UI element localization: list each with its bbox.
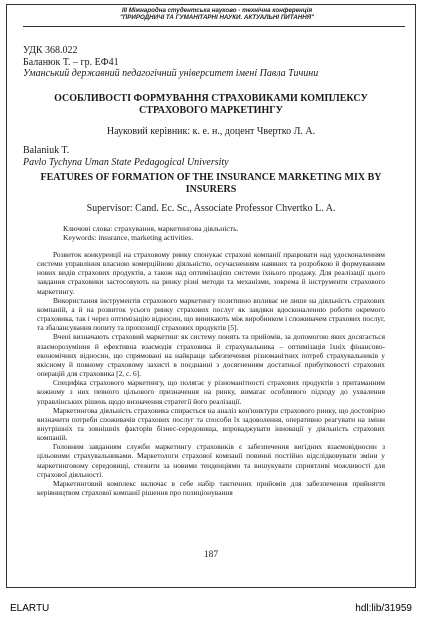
document-page: [6, 4, 416, 588]
body-paragraph: Вчені визначають страховий маркетинг як систему понять та прийомів, за допомогою яких досягається взаєморозуміння й ефективна взаємодія страховика й страхувальника – оптимізація їхніх фінансово-економічних відносин, що спрямовані на найкраще забезпечення різноманітних потреб страхувальників у якісному й повному страховому захисті в поєднанні з досягненням достатньої прибутковості страхових операцій для страховика [2, с. 6].: [37, 332, 385, 379]
header-divider: [23, 26, 405, 27]
conference-header-line1: III Міжнародна студентська науково - технічна конференція: [121, 7, 313, 14]
affiliation-uk: Уманський державний педагогічний університет імені Павла Тичини: [23, 68, 319, 79]
body-paragraph: Використання інструментів страхового маркетингу позитивно впливає не лише на діяльність страхових компаній, а й на розвиток усього ринку страхових послуг як завдяки вдосконаленню роботи окремого страховика, так і через оптимізацію відносин, що виникають між виробником і споживачем страхових послуг, та збалансування попиту та пропозиції страхових продуктів [5].: [37, 295, 385, 333]
udk-code: УДК 368.022: [23, 45, 78, 56]
author-uk: Баланюк Т. – гр. ЕФ41: [23, 56, 119, 68]
body-paragraph: Розвиток конкуренції на страховому ринку спонукає страхові компанії працювати над удосконаленням системи управління власною комерційною діяльністю, осучасненням наявних та розробкою й формуванням нових видів страхових продуктів, а також над оптимізацією системи їхнього продажу. Для реалізації цього завдання страховики застосовують на ринку різні методи та механізми, зокрема й інструменти страхового маркетингу.: [37, 250, 385, 296]
repository-label: ELARTU: [10, 603, 50, 614]
page-number: 187: [203, 550, 219, 560]
body-paragraph: Головним завданням служби маркетингу страховиків є забезпечення вигідних взаємовідносин з цільовими страхувальниками. Маркетологи страхової компанії повинні постійно відслідковувати зміни у маркетинговому середовищі, стежити за новими тенденціями та вишукувати сприятливі можливості для страхової діяльності.: [37, 442, 385, 479]
title-en: FEATURES OF FORMATION OF THE INSURANCE MARKETING MIX BY INSURERS: [40, 172, 382, 195]
supervisor-uk: Науковий керівник: к. е. н., доцент Чвертко Л. А.: [106, 126, 316, 137]
keywords-uk: Ключові слова: страхування, маркетингова діяльність.: [63, 224, 239, 233]
keywords-en: Keywords: insurance, marketing activities.: [63, 233, 194, 242]
keywords-block: [63, 224, 238, 242]
conference-header: [25, 7, 409, 22]
body-paragraph: Маркетингова діяльність страховика спирається на аналіз кон'юнктури страхового ринку, що достовірно визначити потреби споживачів страхових послуг та способи їх задоволення, оперативно реагувати на зміни внутрішніх та зовнішніх факторів бізнес-середовища, впроваджувати інновації у діяльність страхових компаній.: [37, 405, 385, 443]
article-meta-en: [23, 145, 229, 168]
article-meta-uk: [23, 45, 318, 80]
conference-header-line2: "ПРИРОДНИЧІ ТА ГУМАНІТАРНІ НАУКИ. АКТУАЛЬНІ ПИТАННЯ": [119, 14, 315, 22]
article-body: [37, 250, 385, 497]
author-en: Balaniuk T.: [23, 145, 70, 156]
title-uk: ОСОБЛИВОСТІ ФОРМУВАННЯ СТРАХОВИКАМИ КОМПЛЕКСУ СТРАХОВОГО МАРКЕТИНГУ: [54, 93, 368, 116]
supervisor-en: Supervisor: Cand. Ec. Sc., Associate Professor Chvertko L. A.: [86, 203, 336, 214]
body-paragraph: Маркетинговий комплекс включає в себе набір тактичних прийомів для забезпечення прийняття керівництвом страхової компанії рішення про позиціонування: [37, 478, 385, 498]
affiliation-en: Pavlo Tychyna Uman State Pedagogical University: [23, 156, 229, 168]
body-paragraph: Специфіка страхового маркетингу, що полягає у різноманітності страхових продуктів з притаманним кожному з них певного цільового призначення на ринку, вимагає особливого підходу до ухвалення управлінських рішень щодо визначення стратегії його реалізації.: [37, 378, 385, 406]
handle-label: hdl:lib/31959: [355, 603, 412, 614]
